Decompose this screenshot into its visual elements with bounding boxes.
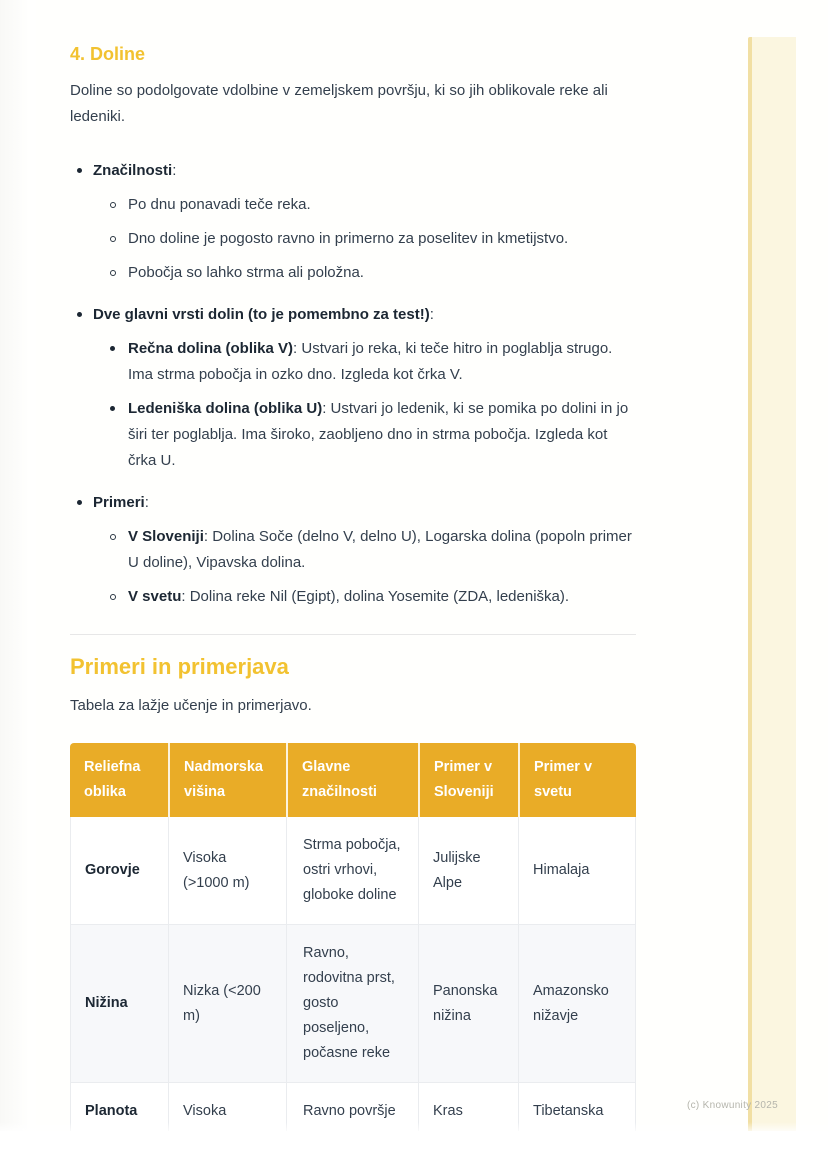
column-header: Primer v Sloveniji	[418, 743, 518, 817]
table-header	[70, 743, 636, 817]
group-title-suffix: :	[144, 494, 149, 511]
list-item	[93, 260, 636, 286]
column-header: Reliefna oblika	[70, 743, 168, 817]
list-item-znacilnosti	[70, 158, 636, 286]
list-item-dve-vrsti	[70, 302, 636, 474]
list-item-text: : Ustvari jo reka, ki teče hitro in poglablja strugo. Ima strma pobočja in ozko dno. Izgleda kot črka V.	[128, 340, 613, 383]
bullet-disc-icon	[77, 168, 82, 173]
znacilnosti-sublist	[93, 192, 636, 286]
table-cell: Ravno površje	[286, 1083, 418, 1131]
table-cell: Julijske Alpe	[418, 817, 518, 925]
list-item-text: : Dolina Soče (delno V, delno U), Logarska dolina (popoln primer U doline), Vipavska dolina.	[128, 528, 632, 571]
bullet-disc-icon	[110, 346, 115, 351]
table-cell: Nižina	[70, 925, 168, 1083]
table-cell: Gorovje	[70, 817, 168, 925]
list-item	[93, 226, 636, 252]
bullet-disc-icon	[77, 500, 82, 505]
list-item-lead: Ledeniška dolina (oblika U)	[128, 400, 323, 417]
doline-bullet-list	[70, 158, 636, 610]
list-item	[93, 192, 636, 218]
table-cell: Himalaja	[518, 817, 636, 925]
table-row-gorovje	[70, 817, 636, 925]
list-item	[93, 524, 636, 576]
list-item-text: : Ustvari jo ledenik, ki se pomika po dolini in jo širi ter poglablja. Ima široko, zaobljeno dno in strma pobočja. Izgleda kot črka U.	[128, 400, 629, 469]
dve-vrsti-sublist	[93, 336, 636, 474]
bullet-disc-icon	[77, 312, 82, 317]
group-title-suffix: :	[172, 162, 177, 179]
column-header: Primer v svetu	[518, 743, 636, 817]
table-cell: Visoka (>1000 m)	[168, 817, 286, 925]
column-header: Nadmorska višina	[168, 743, 286, 817]
group-title: Dve glavni vrsti dolin (to je pomembno za test!)	[93, 306, 430, 323]
bullet-circle-icon	[110, 594, 116, 600]
list-item-lead: Rečna dolina (oblika V)	[128, 340, 294, 357]
bullet-circle-icon	[110, 202, 116, 208]
primeri-sublist	[93, 524, 636, 610]
table-header-row	[70, 743, 636, 817]
bullet-circle-icon	[110, 270, 116, 276]
list-item-text: : Dolina reke Nil (Egipt), dolina Yosemite (ZDA, ledeniška).	[181, 588, 570, 605]
intro-paragraph: Doline so podolgovate vdolbine v zemeljskem površju, ki so jih oblikovale reke ali ledeniki.	[70, 82, 608, 125]
list-item-text: Po dnu ponavadi teče reka.	[128, 196, 311, 213]
list-item-lead: V svetu	[128, 588, 182, 605]
table-cell: Tibetanska	[518, 1083, 636, 1131]
list-item	[93, 396, 636, 474]
table-cell: Ravno, rodovitna prst, gosto poseljeno, počasne reke	[286, 925, 418, 1083]
list-item	[93, 584, 636, 610]
list-item-lead: V Sloveniji	[128, 528, 204, 545]
section-heading-doline: 4. Doline	[70, 44, 146, 64]
group-title: Primeri	[93, 494, 145, 511]
group-title: Značilnosti	[93, 162, 173, 179]
copyright-watermark: (c) Knowunity 2025	[686, 1100, 778, 1111]
table-body	[70, 817, 636, 1131]
table-cell: Strma pobočja, ostri vrhovi, globoke doline	[286, 817, 418, 925]
bullet-circle-icon	[110, 534, 116, 540]
group-title-suffix: :	[429, 306, 434, 323]
table-cell: Visoka	[168, 1083, 286, 1131]
table-cell: Nizka (<200 m)	[168, 925, 286, 1083]
list-item-primeri	[70, 490, 636, 610]
table-row-nizina	[70, 925, 636, 1083]
table-cell: Planota	[70, 1083, 168, 1131]
column-header: Glavne značilnosti	[286, 743, 418, 817]
table-cell: Amazonsko nižavje	[518, 925, 636, 1083]
list-item-text: Dno doline je pogosto ravno in primerno za poselitev in kmetijstvo.	[128, 230, 569, 247]
list-item	[93, 336, 636, 388]
bullet-disc-icon	[110, 406, 115, 411]
document-content	[70, 0, 636, 1131]
comparison-table	[70, 743, 636, 1131]
section-heading-primerjava: Primeri in primerjava	[70, 654, 289, 679]
table-cell: Kras	[418, 1083, 518, 1131]
page-left-edge-shadow	[0, 0, 36, 1131]
table-intro-paragraph: Tabela za lažje učenje in primerjavo.	[70, 697, 312, 714]
table-cell: Panonska nižina	[418, 925, 518, 1083]
bullet-circle-icon	[110, 236, 116, 242]
list-item-text: Pobočja so lahko strma ali položna.	[128, 264, 364, 281]
section-divider	[70, 634, 636, 635]
comparison-table-wrap	[70, 743, 636, 1131]
page-bottom-fade	[0, 1122, 828, 1136]
notebook-margin-strip	[748, 37, 796, 1131]
